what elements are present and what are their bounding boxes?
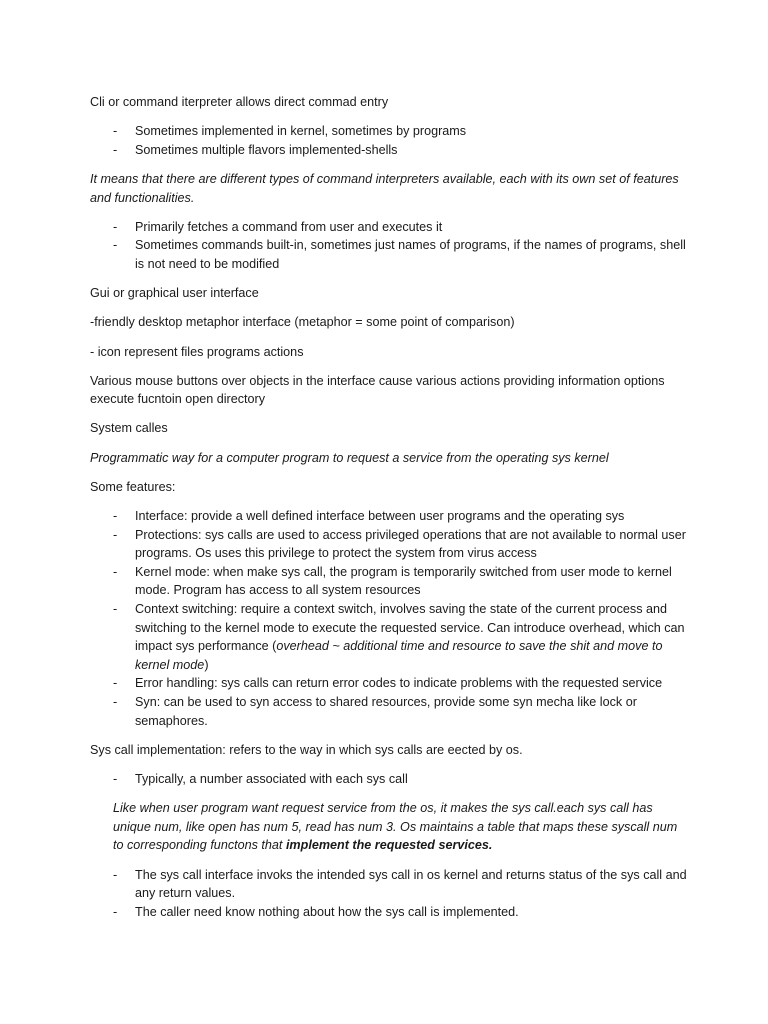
features-list <box>90 507 690 730</box>
implementation-heading: Sys call implementation: refers to the way in which sys calls are eected by os. <box>90 742 523 757</box>
implementation-note-italic: Like when user program want request service from the os, it makes the sys call.each sys call has unique num, like open has num 5, read has num 3. Os maintains a table that maps these syscall num to corresponding functons that <box>113 801 678 853</box>
list-item: - Syn: can be used to syn access to shared resources, provide some syn mecha like lock or semaphores. <box>90 693 690 730</box>
list-item: - The sys call interface invoks the intended sys call in os kernel and returns status of the sys call and any return values. <box>90 866 690 903</box>
list-item: - Sometimes multiple flavors implemented-shells <box>90 141 690 160</box>
gui-line-2: - icon represent files programs actions <box>90 344 304 359</box>
features-heading: Some features: <box>90 479 176 494</box>
list-item: - Primarily fetches a command from user and executes it <box>90 218 690 237</box>
implementation-note-bold: implement the requested services. <box>285 838 493 853</box>
list-item-context-switching <box>90 600 690 674</box>
syscalls-definition: Programmatic way for a computer program to request a service from the operating sys kernel <box>90 450 609 465</box>
implementation-bullet-list-2 <box>90 866 690 922</box>
cli-bullet-list-2 <box>90 218 690 274</box>
list-item: - Sometimes commands built-in, sometimes just names of programs, if the names of programs, shell is not need to be modified <box>90 236 690 273</box>
cli-bullet-list <box>90 122 690 159</box>
context-switch-italic: overhead ~ additional time and resource to save the shit and move to kernel mode <box>135 639 663 672</box>
syscalls-heading: System calles <box>90 421 168 436</box>
list-item: - Sometimes implemented in kernel, sometimes by programs <box>90 122 690 141</box>
context-switch-close: ) <box>204 657 209 672</box>
list-item: - Typically, a number associated with each sys call <box>90 770 690 789</box>
cli-heading: Cli or command iterpreter allows direct commad entry <box>90 95 389 109</box>
implementation-bullet-list <box>90 770 690 789</box>
context-switch-text: Context switching: require a context switch, involves saving the state of the current process and switching to the kernel mode to execute the requested service. Can introduce overhead, which can impact sys performance ( <box>135 602 685 654</box>
implementation-note <box>90 799 690 855</box>
list-item: - Kernel mode: when make sys call, the program is temporarily switched from user mode to kernel mode. Program has access to all system resources <box>90 563 690 600</box>
cli-note: It means that there are different types of command interpreters available, each with its own set of features and functionalities. <box>90 171 679 205</box>
list-item: - Error handling: sys calls can return error codes to indicate problems with the requested service <box>90 674 690 693</box>
gui-heading: Gui or graphical user interface <box>90 286 259 301</box>
list-item: - The caller need know nothing about how the sys call is implemented. <box>90 903 690 922</box>
gui-line-1: -friendly desktop metaphor interface (metaphor = some point of comparison) <box>90 315 515 330</box>
list-item: - Interface: provide a well defined interface between user programs and the operating sys <box>90 507 690 526</box>
document-page <box>90 93 690 932</box>
list-item: - Protections: sys calls are used to access privileged operations that are not available to normal user programs. Os uses this privilege to protect the system from virus access <box>90 526 690 563</box>
gui-line-3: Various mouse buttons over objects in the interface cause various actions providing information options execute fucntoin open directory <box>90 373 665 407</box>
